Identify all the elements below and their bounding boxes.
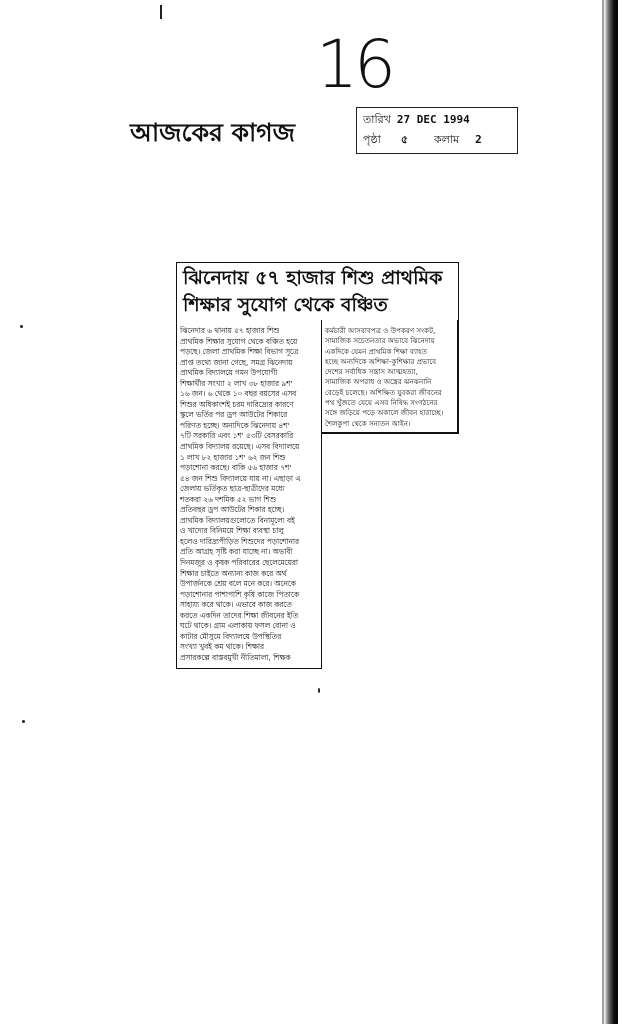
date-label: তারিখ <box>363 113 391 126</box>
scan-speck <box>160 5 162 19</box>
article-text-line: ও খাদ্যের বিনিময়ে শিক্ষা ব্যবস্থা চালু <box>180 526 284 536</box>
article-text-line: কর্মচারী আসবাবপত্র ও উপকরণ সংকট, <box>325 326 436 335</box>
article-text-line: পথ খুঁজতে যেয়ে এসব নিষিদ্ধ সংগঠনের <box>325 398 438 408</box>
column-label: কলাম <box>433 133 460 146</box>
column-value: 2 <box>475 133 482 146</box>
scan-speck <box>22 720 25 723</box>
article-text-line: স্কুলে ভর্তির পর ড্রপ আউটের শিকারে <box>180 410 288 420</box>
article-text-line: প্রসারকল্পে বাস্তবমুখী নীতিমালা, শিক্ষক <box>180 652 291 662</box>
article-left-column <box>176 320 322 669</box>
scan-edge-line <box>602 0 604 1024</box>
article-text-line: পড়াশোনা করছে। বাকি ৫৬ হাজার ৭শ' <box>180 463 292 473</box>
newspaper-name: আজকের কাগজ <box>130 118 296 147</box>
article-text-line: করতে একদিন তাদের শিক্ষা জীবনের ইতি <box>180 610 299 620</box>
scan-speck <box>20 325 23 328</box>
article-text-line: হলেও দারিদ্র্যপীড়িত শিশুদের পড়াশোনার <box>180 536 299 546</box>
article-text-line: সঙ্গে জড়িয়ে পড়ে অকালে জীবন হারাচ্ছে। <box>325 408 444 418</box>
article-text-line: ১ লাখ ৮২ হাজার ১শ' ৬২ জন শিশু <box>180 452 286 462</box>
page-value: ৫ <box>400 133 408 146</box>
article-text-line: ৫৪ জন শিশু বিদ্যালয়ে যায় না। এছাড়া এ <box>180 473 301 483</box>
article-text-line: ৭টি সরকারি এবং ১শ' ৫৩টি বেসরকারি <box>180 431 294 441</box>
article-text-line: ঘটে থাকে। গ্রাম এলাকায় ফসল বোনা ও <box>180 621 296 631</box>
article-text-line: সংখ্যা খুবই কম থাকে। শিক্ষার <box>180 642 265 652</box>
article-text-line: শিক্ষার্থীর সংখ্যা ২ লাখ ৩৮ হাজার ৯শ' <box>180 378 293 388</box>
article-text-line: শৈলকুপা থেকে সনাতন আইন। <box>325 418 411 428</box>
article-text-line: জেলায় ভর্তিকৃত ছাত্র-ছাত্রীদের মধ্যে <box>180 484 285 494</box>
article-right-column <box>322 320 459 434</box>
page-label: পৃষ্ঠা <box>363 133 381 146</box>
article-text-line: প্রতি আগ্রহ সৃষ্টি করা যাচ্ছে না। অভাবী <box>180 547 293 557</box>
article-text-line: প্রাথমিক শিক্ষার সুযোগ থেকে বঞ্চিত হয়ে <box>180 336 298 346</box>
handwritten-page-number: 16 <box>316 26 392 103</box>
article-text-line: সাহায্য করে থাকে। এভাবে কাজ করতে <box>180 600 292 610</box>
newspaper-clipping <box>176 262 459 669</box>
article-text-line: পড়ছে। জেলা প্রাথমিক শিক্ষা বিভাগ সূত্রে <box>180 347 299 357</box>
article-text-line: প্রাথমিক বিদ্যালয়গুলোতে বিনামূল্যে বই <box>180 515 295 525</box>
article-text-line: শিক্ষার চাইতে অন্যান্য কাজ করে অর্থ <box>180 568 287 578</box>
article-text-line: শিশুর অধিকাংশই চরম দারিদ্র্যের কারণে <box>180 399 294 409</box>
date-value: 27 DEC 1994 <box>396 113 470 126</box>
scan-edge <box>604 0 618 1024</box>
article-headline <box>176 262 459 320</box>
scan-speck <box>318 688 320 693</box>
article-text-line: কাটার মৌসুমে বিদ্যালয়ে উপস্থিতির <box>180 631 282 641</box>
article-text-line: উপার্জনকে শ্রেয় বলে মনে করে। অনেকে <box>180 579 296 589</box>
article-text-line: পরিণত হচ্ছে। অন্যদিকে ঝিনেদায় ৪শ' <box>180 420 290 430</box>
article-text-line: প্রাথমিক বিদ্যালয়ে গমন উপযোগী <box>180 368 278 378</box>
article-text-line: ঝিনেদার ৬ থানায় ৫৭ হাজার শিশু <box>180 326 280 335</box>
article-text-line: সামাজিক অপরাধ ও অস্ত্রের ঝনঝনানি <box>325 377 432 387</box>
article-text-line: ১৬ জন। ৬ থেকে ১০ বছর বয়সের এসব <box>180 389 297 399</box>
article-text-line: সামাজিক সচেতনতার অভাবে ঝিনেদায় <box>325 336 435 346</box>
article-text-line: দিনমজুর ও কৃষক পরিবারের ছেলেমেয়েরা <box>180 558 299 568</box>
article-text-line: বেড়েই চলেছে। অশিক্ষিত যুবকরা জীবনের <box>325 387 442 397</box>
article-text-line: পড়াশোনার পাশাপাশি কৃষি কাজে পিতাকে <box>180 589 299 599</box>
article-text-line: শতকরা ২৬ দশমিক ৫২ ভাগ শিশু <box>180 494 277 504</box>
date-stamp <box>356 107 518 154</box>
article-text-line: প্রাথমিক বিদ্যালয় রয়েছে। এসব বিদ্যালয়ে <box>180 442 300 452</box>
article-text-line: হচ্ছে অন্যদিকে অশিক্ষা-কুশিক্ষার প্রভাবে <box>325 356 437 366</box>
headline-line-2: শিক্ষার সুযোগ থেকে বঞ্চিত <box>183 294 388 316</box>
article-text-line: প্রতিবছর ড্রপ আউটের শিকার হচ্ছে। <box>180 505 285 515</box>
article-text-line: প্রাপ্ত তথ্যে জানা গেছে, সমগ্র ঝিনেদায় <box>180 357 293 367</box>
article-text-line: দেশের সর্বাধিক সন্ত্রাস আত্মহত্যা, <box>325 367 418 377</box>
headline-line-1: ঝিনেদায় ৫৭ হাজার শিশু প্রাথমিক <box>183 267 443 289</box>
article-text-line: একদিকে যেমন প্রাথমিক শিক্ষা ব্যাহত <box>325 346 428 356</box>
